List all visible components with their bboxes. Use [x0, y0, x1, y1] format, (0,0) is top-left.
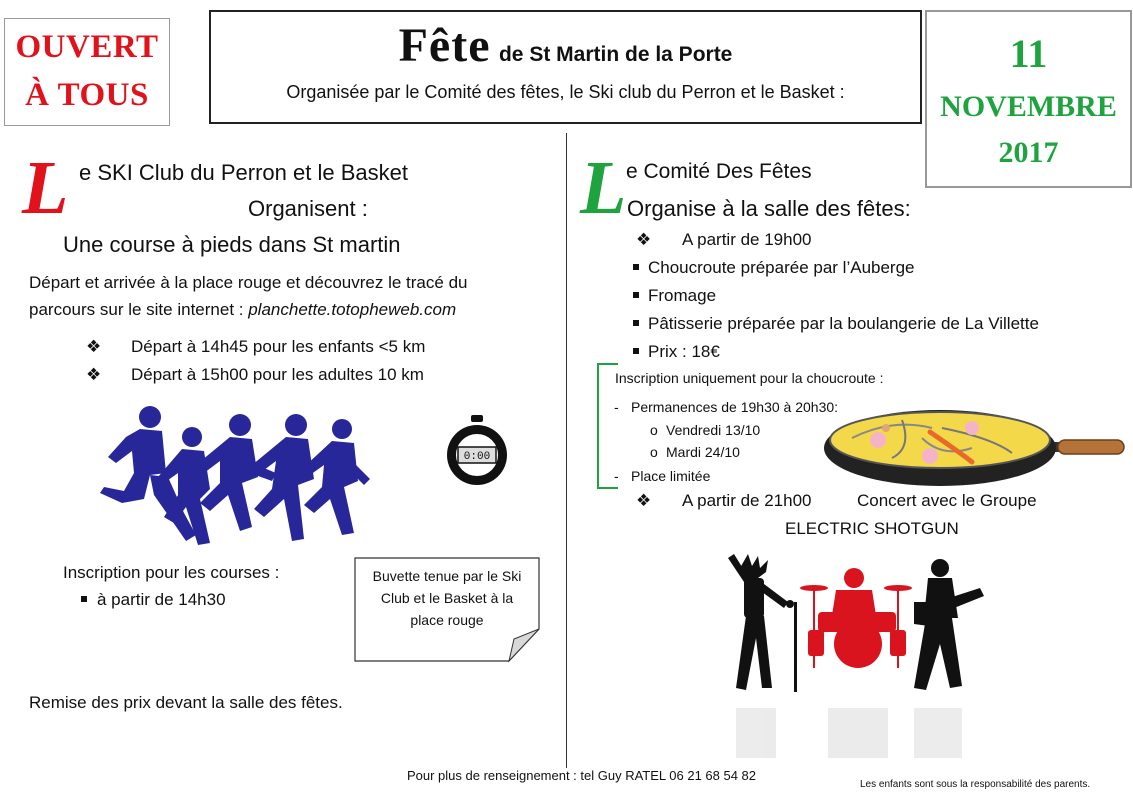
concert-time: A partir de 21h00 — [682, 491, 812, 510]
band-name: ELECTRIC SHOTGUN — [785, 519, 959, 538]
left-initial-letter: L — [22, 146, 69, 230]
square-bullet-icon — [633, 320, 639, 326]
buvette-line3: place rouge — [410, 612, 484, 628]
diamond-bullet-icon: ❖ — [86, 365, 102, 384]
start-time: A partir de 19h00 — [682, 230, 812, 249]
date-year: 2017 — [998, 136, 1059, 169]
ouvert-line1: OUVERT — [15, 29, 159, 65]
buvette-note — [354, 565, 540, 631]
inscription-note: Inscription uniquement pour la choucroute : — [615, 370, 884, 386]
organisers-subtitle: Organisée par le Comité des fêtes, le Ski club du Perron et le Basket : — [286, 82, 845, 102]
stopwatch-display: 0:00 — [463, 451, 491, 463]
permanence-2: Mardi 24/10 — [666, 444, 740, 460]
depart-item-2: Départ à 15h00 pour les adultes 10 km — [131, 365, 424, 384]
buvette-line1: Buvette tenue par le Ski — [372, 568, 522, 584]
left-desc-line1: Départ et arrivée à la place rouge et découvrez le tracé du — [29, 273, 468, 292]
diamond-bullet-icon: ❖ — [86, 337, 102, 356]
square-bullet-icon — [81, 596, 87, 602]
concert-text: Concert avec le Groupe — [857, 491, 1037, 510]
date-month: NOVEMBRE — [940, 90, 1117, 123]
menu-item-4: Prix : 18€ — [648, 342, 720, 361]
inscription-title: Inscription pour les courses : — [63, 563, 280, 582]
permanence-1: Vendredi 13/10 — [666, 422, 761, 438]
menu-item-3: Pâtisserie préparée par la boulangerie de La Villette — [648, 314, 1039, 333]
runners-silhouette — [92, 403, 372, 553]
dash-bullet: - — [614, 399, 619, 415]
ouvert-line2: À TOUS — [25, 77, 149, 113]
square-bullet-icon — [633, 292, 639, 298]
paella-pan-icon — [822, 398, 1128, 490]
date-day: 11 — [1009, 31, 1048, 76]
column-divider — [566, 133, 567, 768]
left-title: e SKI Club du Perron et le Basket — [79, 160, 408, 185]
contact-text: Pour plus de renseignement : tel Guy RATEL 06 21 68 54 82 — [406, 768, 757, 783]
depart-item-1: Départ à 14h45 pour les enfants <5 km — [131, 337, 426, 356]
left-desc-prefix: parcours sur le site internet : — [29, 300, 249, 319]
square-bullet-icon — [633, 264, 639, 270]
footer-disclaimer: Les enfants sont sous la responsabilité des parents. — [860, 779, 1091, 790]
place-limitee: Place limitée — [631, 468, 711, 484]
left-desc-line2 — [29, 300, 456, 320]
right-organise: Organise à la salle des fêtes: — [627, 196, 911, 221]
website-link[interactable]: planchette.totopheweb.com — [248, 300, 457, 319]
right-title: e Comité Des Fêtes — [626, 160, 812, 183]
right-initial-letter: L — [580, 146, 627, 230]
diamond-bullet-icon: ❖ — [636, 491, 652, 510]
circle-bullet-icon: o — [650, 444, 658, 460]
permanences-title: Permanences de 19h30 à 20h30: — [631, 399, 839, 415]
rock-band-silhouette — [718, 548, 990, 768]
left-course-title: Une course à pieds dans St martin — [63, 232, 401, 257]
fete-location: de St Martin de la Porte — [498, 43, 733, 66]
remise-des-prix: Remise des prix devant la salle des fêtes. — [29, 693, 343, 712]
title-box — [209, 10, 922, 124]
circle-bullet-icon: o — [650, 422, 658, 438]
date-box — [925, 10, 1132, 188]
stopwatch-icon — [444, 413, 510, 487]
page-title — [211, 18, 920, 73]
buvette-line2: Club et le Basket à la — [380, 590, 514, 606]
diamond-bullet-icon: ❖ — [636, 230, 652, 249]
menu-item-1: Choucroute préparée par l’Auberge — [648, 258, 915, 277]
dash-bullet: - — [614, 468, 619, 484]
inscription-item: à partir de 14h30 — [97, 590, 226, 609]
square-bullet-icon — [633, 348, 639, 354]
left-organisent: Organisent : — [248, 196, 368, 221]
fete-word: Fête — [398, 19, 491, 72]
menu-item-2: Fromage — [648, 286, 717, 305]
ouvert-a-tous-box — [4, 18, 170, 126]
